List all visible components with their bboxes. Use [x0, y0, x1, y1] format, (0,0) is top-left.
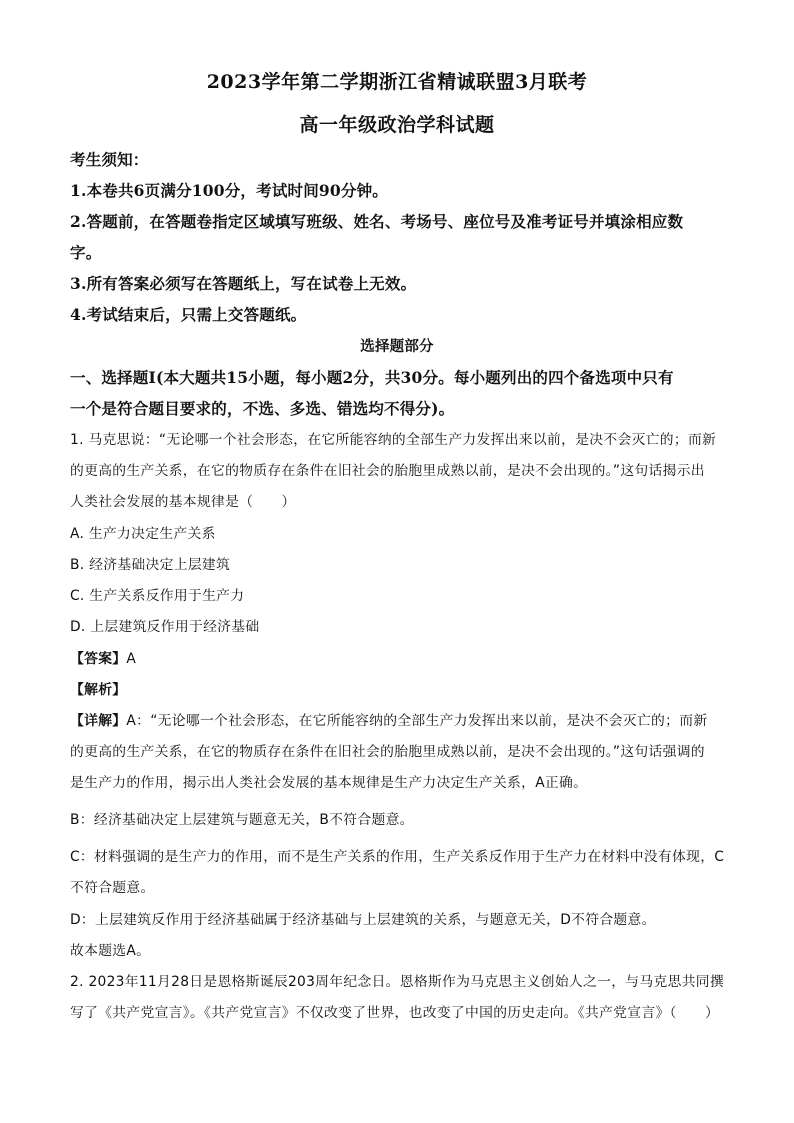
q1-explain-d: D：上层建筑反作用于经济基础属于经济基础与上层建筑的关系，与题意无关，D不符合题意。 — [70, 912, 656, 928]
q1-explain-c-1: C：材料强调的是生产力的作用，而不是生产关系的作用，生产关系反作用于生产力在材料中没有体现，C — [70, 849, 725, 865]
notice-item-2: 2.答题前，在答题卷指定区域填写班级、姓名、考场号、座位号及准考证号并填涂相应数 — [70, 212, 684, 231]
q1-conclusion: 故本题选A。 — [70, 943, 151, 959]
detail-tag: 【详解】 — [70, 713, 127, 729]
q1-explain-c-2: 不符合题意。 — [70, 880, 155, 896]
q1-answer — [70, 649, 730, 669]
section-instruction-2: 一个是符合题目要求的，不选、多选、错选均不得分)。 — [70, 399, 455, 418]
q1-option-d: D. 上层建筑反作用于经济基础 — [70, 619, 260, 635]
notice-item-3: 3.所有答案必须写在答题纸上，写在试卷上无效。 — [70, 274, 417, 293]
q1-analysis-tag: 【解析】 — [70, 682, 127, 698]
exam-subtitle: 高一年级政治学科试题 — [299, 114, 495, 136]
notice-item-4: 4.考试结束后，只需上交答题纸。 — [70, 305, 307, 324]
exam-title: 2023学年第二学期浙江省精诚联盟3月联考 — [206, 71, 588, 93]
q2-stem-line-1: 2. 2023年11月28日是恩格斯诞辰203周年纪念日。恩格斯作为马克思主义创始人之一，与马克思共同撰 — [70, 974, 724, 990]
notice-item-1: 1.本卷共6页满分100分，考试时间90分钟。 — [70, 181, 388, 200]
section-instruction-1: 一、选择题Ⅰ(本大题共15小题，每小题2分，共30分。每小题列出的四个备选项中只有 — [70, 368, 674, 387]
detail-text-1: A：“无论哪一个社会形态，在它所能容纳的全部生产力发挥出来以前，是决不会灭亡的；而新 — [126, 713, 708, 729]
q1-option-c: C. 生产关系反作用于生产力 — [70, 588, 245, 604]
answer-value: A — [126, 651, 137, 667]
q1-stem-line-2: 的更高的生产关系，在它的物质存在条件在旧社会的胎胞里成熟以前，是决不会出现的。”这句话揭示出 — [70, 463, 705, 479]
q1-option-b: B. 经济基础决定上层建筑 — [70, 557, 231, 573]
q1-explain-b: B：经济基础决定上层建筑与题意无关，B不符合题意。 — [70, 812, 414, 828]
notice-item-2-cont: 字。 — [70, 243, 102, 262]
notice-heading: 考生须知： — [70, 150, 149, 169]
q1-stem-line-1: 1. 马克思说：“无论哪一个社会形态，在它所能容纳的全部生产力发挥出来以前，是决不会灭亡的；而新 — [70, 432, 717, 448]
q1-detail-line-1 — [70, 711, 730, 731]
q1-detail-line-2: 的更高的生产关系，在它的物质存在条件在旧社会的胎胞里成熟以前，是决不会出现的。”这句话强调的 — [70, 744, 705, 760]
q1-stem-line-3: 人类社会发展的基本规律是（ ） — [70, 494, 296, 510]
answer-tag: 【答案】 — [70, 651, 127, 667]
section-heading: 选择题部分 — [360, 338, 434, 355]
q1-option-a: A. 生产力决定生产关系 — [70, 526, 216, 542]
q1-detail-line-3: 是生产力的作用，揭示出人类社会发展的基本规律是生产力决定生产关系，A正确。 — [70, 775, 588, 791]
q2-stem-line-2: 写了《共产党宣言》。《共产党宣言》不仅改变了世界，也改变了中国的历史走向。《共产党宣言》（ ） — [70, 1005, 720, 1021]
